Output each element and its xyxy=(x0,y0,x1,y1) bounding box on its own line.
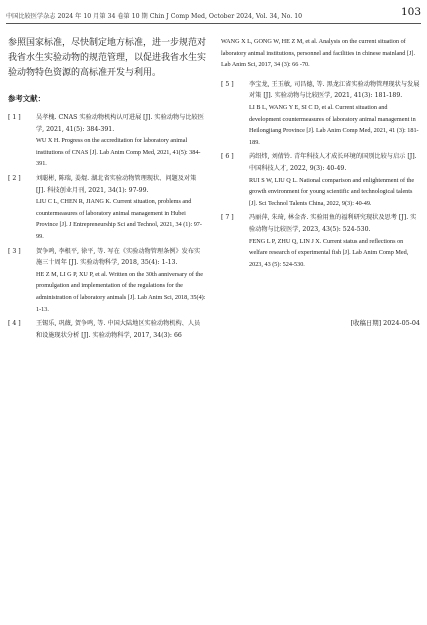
reference-line-english: FENG L P, ZHU Q, LIN J X. Current status and reflections on welfare research of experimental fish [J]. Lab Anim Comp Med, 2023, 43 (5): 524-530. xyxy=(249,237,409,268)
reference-line-english: LIU C L, CHEN R, JIANG K. Current situation, problems and countermeasures of laboratory animal management in Hubei Province [J]. J Entrepreneurship Sci and Technol, 2021, 34 (1): 97-99. xyxy=(36,198,202,240)
reference-line: 李宝龙, 王玉敏, 司昌德, 等. 黑龙江省实验动物管理现状与发展对策 [J]. 实验动物与比较医学, 2021, 41(3): 181-189. xyxy=(249,80,420,100)
reference-body xyxy=(36,173,206,243)
left-column xyxy=(8,36,206,344)
right-column xyxy=(221,36,420,273)
reference-line-english: HE Z M, LI G P, XU P, et al. Written on the 30th anniversary of the promulgation and implementation of the regulations for the administration of laboratory animals [J]. Lab Anim Sci, 2018, 35(4): 1-13. xyxy=(36,270,206,313)
reference-body xyxy=(249,212,420,270)
reference-body xyxy=(249,151,420,209)
reference-number: [ 7 ] xyxy=(221,214,234,222)
reference-number: [ 1 ] xyxy=(8,114,21,121)
reference-number: [ 2 ] xyxy=(8,174,21,182)
reference-item xyxy=(221,151,420,209)
reference-line: 芮绍炜, 刘倩铃. 青年科技人才成长环境的国别比较与启示 [J]. 中国科技人才, 2022, 9(3): 40-49. xyxy=(249,153,417,172)
reference-line: 贺争鸣, 李根平, 徐平, 等. 写在《实验动物管理条例》发布实施三十周年 [J]. 实验动物科学, 2018, 35(4): 1-13. xyxy=(36,247,201,267)
reference-line-english: RUI S W, LIU Q L. National comparison and enlightenment of the growth environment for young scientific and technological talents [J]. Sci Technol Talents China, 2022, 9(3): 40-49. xyxy=(249,176,415,207)
references-title: 参考文献： xyxy=(8,94,45,103)
reference-line-english: WU X H. Progress on the accreditation for laboratory animal institutions of CNAS [J]. Lab Anim Comp Med, 2021, 41(5): 384-391. xyxy=(36,137,201,168)
reference-item xyxy=(8,112,206,170)
reference-line: WANG X L, GONG W, HE Z M, et al. Analysis on the current situation of laboratory animal institutions, personnel and facilities in chinese mainland [J]. Lab Anim Sci, 2017, 34 (3): 66 -70. xyxy=(221,38,415,69)
reference-body xyxy=(36,112,206,170)
reference-4-continuation xyxy=(221,36,420,71)
reference-line: 王锡乐, 巩薇, 贺争鸣, 等. 中国大陆地区实验动物机构、人员和设施现状分析 [J]. 实验动物科学, 2017, 34(3): 66 xyxy=(36,320,201,339)
header-rule xyxy=(6,23,421,24)
reference-body xyxy=(36,318,206,341)
reference-body xyxy=(36,246,206,316)
reference-number: [ 5 ] xyxy=(221,80,234,88)
received-date: [收稿日期] 2024-05-04 xyxy=(350,319,420,327)
reference-line: 吴孝槐. CNAS 实验动物机构认可进展 [J]. 实验动物与比较医学, 2021, 41(5): 384-391. xyxy=(36,114,204,133)
reference-item xyxy=(8,246,206,316)
page-number: 103 xyxy=(400,6,421,18)
body-paragraph: 参照国家标准，尽快制定地方标准，进一步规范对我省水生实验动物的规范管理，以促进我省水生实验动物特色资源的高标准开发与利用。 xyxy=(8,38,207,78)
reference-list-left xyxy=(8,112,206,341)
reference-list-right xyxy=(221,79,420,271)
reference-item xyxy=(8,173,206,243)
reference-item xyxy=(221,79,420,149)
reference-line: 冯丽萍, 朱琦, 林金杏. 实验用鱼的福利研究现状及思考 [J]. 实验动物与比较医学, 2023, 43(5): 524-530. xyxy=(249,214,417,233)
running-header xyxy=(6,6,421,23)
journal-info: 中国比较医学杂志 2024 年 10 月第 34 卷第 10 期 Chin J Comp Med, October 2024, Vol. 34, No. 10 xyxy=(6,13,303,20)
reference-item xyxy=(8,318,206,341)
reference-number: [ 3 ] xyxy=(8,247,21,255)
reference-line-english: LI B L, WANG Y E, SI C D, et al. Current situation and development countermeasures of laboratory animal management in Heilongjiang Province [J]. Lab Anim Comp Med, 2021, 41 (3): 181-189. xyxy=(249,103,419,146)
reference-line: 刘聪彬, 陈瑞, 姜焜. 湖北省实验动物管理现状、问题及对策 [J]. 科技创业月刊, 2021, 34(1): 97-99. xyxy=(36,174,197,194)
reference-number: [ 4 ] xyxy=(8,320,21,328)
reference-item xyxy=(221,212,420,270)
reference-number: [ 6 ] xyxy=(221,153,234,161)
reference-body xyxy=(249,79,420,149)
